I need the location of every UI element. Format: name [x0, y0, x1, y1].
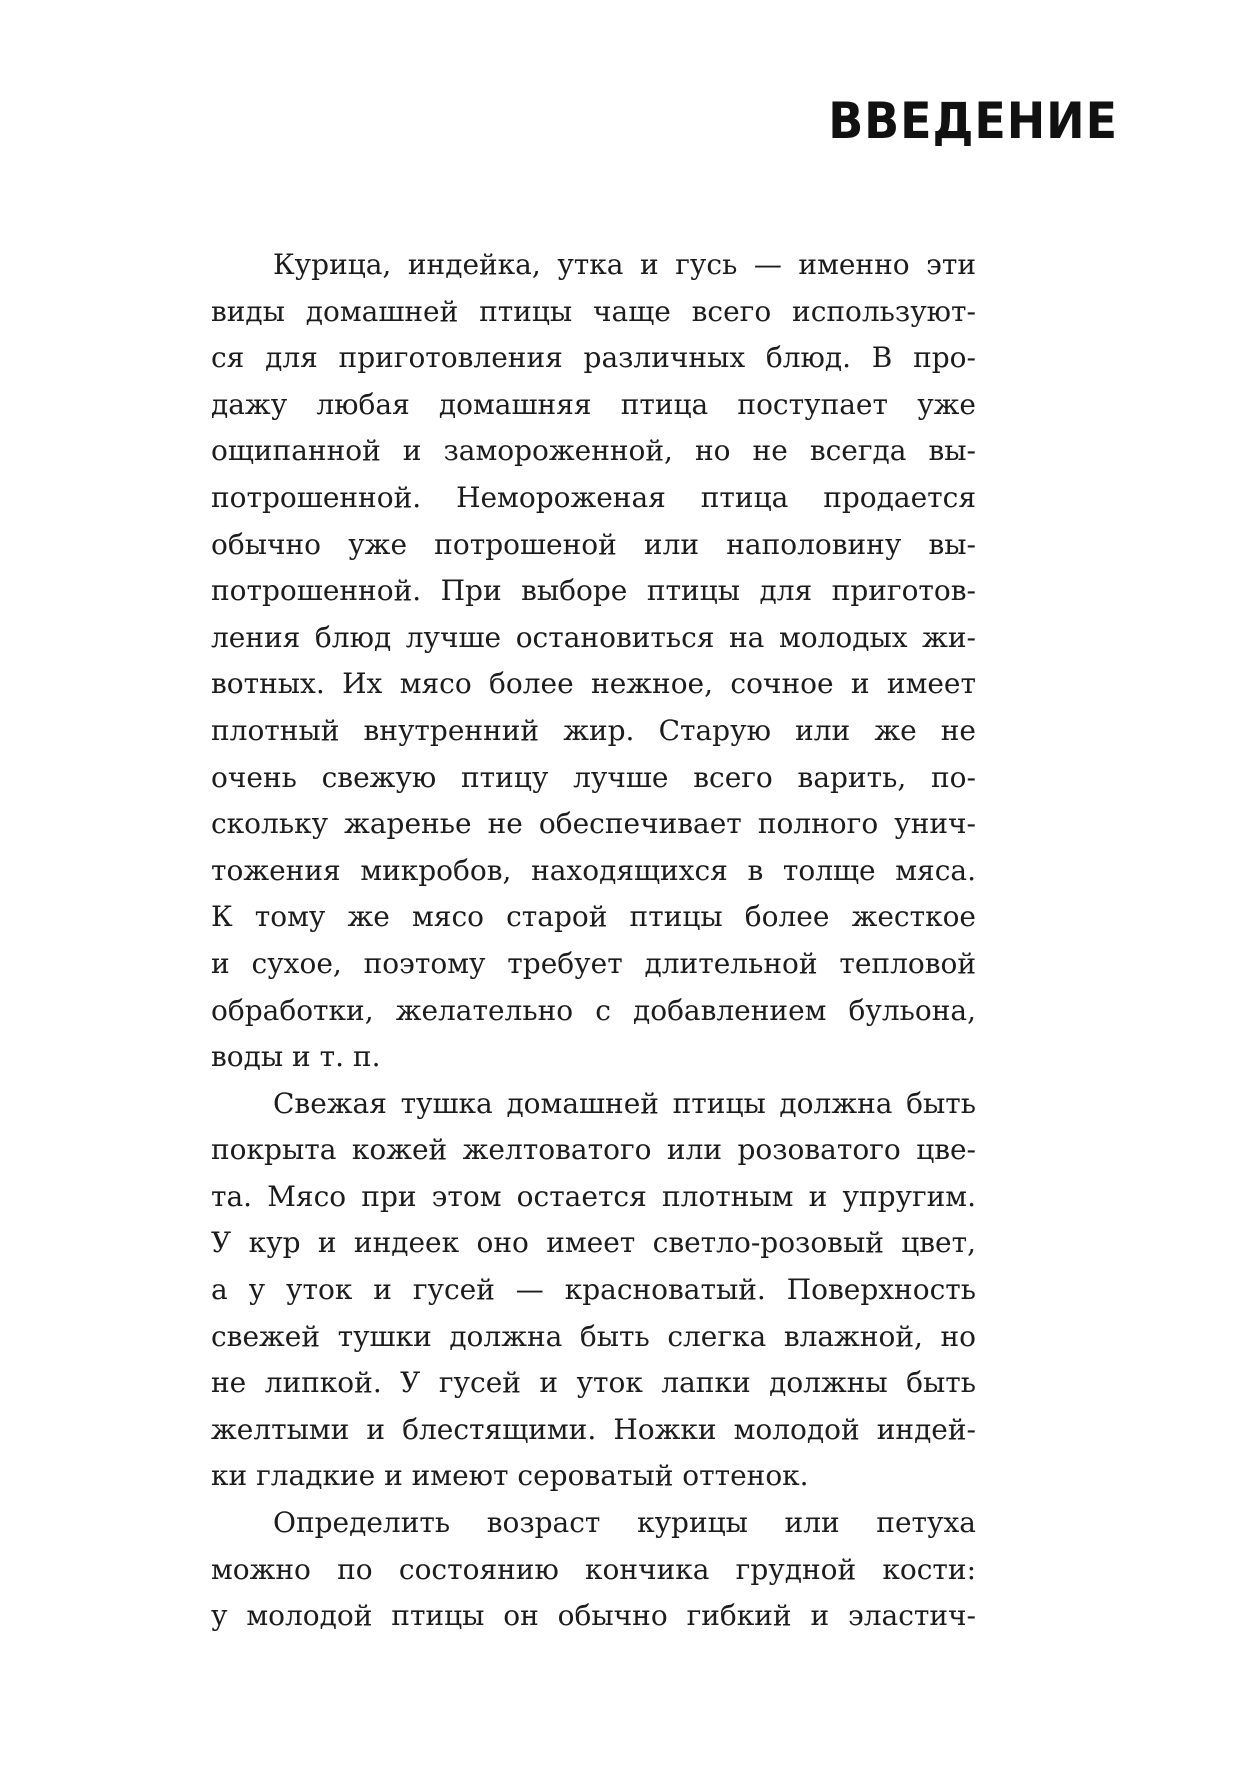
text-line: и сухое, поэтому требует длительной тепловой: [211, 946, 976, 980]
text-line: ки гладкие и имеют сероватый оттенок.: [211, 1459, 809, 1493]
text-line: ления блюд лучше остановиться на молодых жи-: [211, 620, 976, 654]
text-line: потрошенной. Немороженая птица продается: [211, 480, 976, 514]
text-line: дажу любая домашняя птица поступает уже: [211, 387, 976, 421]
text-line: ся для приготовления различных блюд. В про-: [211, 341, 976, 375]
text-line: обычно уже потрошеной или наполовину вы-: [211, 527, 976, 561]
text-line: виды домашней птицы чаще всего используют-: [211, 294, 976, 328]
text-line: тожения микробов, находящихся в толще мяса.: [211, 853, 976, 887]
paragraph: [211, 1500, 976, 1640]
text-line: обработки, желательно с добавлением бульона,: [211, 993, 976, 1027]
text-line: Свежая тушка домашней птицы должна быть: [273, 1086, 976, 1120]
text-line: а у уток и гусей — красноватый. Поверхность: [211, 1273, 976, 1307]
text-line: потрошенной. При выборе птицы для приготов-: [211, 574, 976, 608]
paragraph: [211, 1081, 976, 1500]
text-line: вотных. Их мясо более нежное, сочное и имеет: [211, 667, 976, 701]
text-line: ощипанной и замороженной, но не всегда вы-: [211, 434, 976, 468]
text-line: можно по состоянию кончика грудной кости:: [211, 1552, 976, 1586]
text-line: та. Мясо при этом остается плотным и упругим.: [211, 1179, 976, 1213]
text-line: у молодой птицы он обычно гибкий и эластич-: [211, 1599, 976, 1633]
text-line: очень свежую птицу лучше всего варить, по-: [211, 760, 976, 794]
text-line: скольку жаренье не обеспечивает полного унич-: [211, 807, 976, 841]
text-line: не липкой. У гусей и уток лапки должны быть: [211, 1366, 976, 1400]
text-line: воды и т. п.: [211, 1040, 381, 1074]
text-line: покрыта кожей желтоватого или розоватого цве-: [211, 1133, 976, 1167]
text-line: Определить возраст курицы или петуха: [273, 1506, 976, 1540]
text-line: плотный внутренний жир. Старую или же не: [211, 713, 976, 747]
body-text: [211, 242, 976, 1640]
text-line: свежей тушки должна быть слегка влажной, но: [211, 1319, 976, 1353]
text-line: Курица, индейка, утка и гусь — именно эти: [273, 248, 976, 281]
paragraph: [211, 242, 976, 1081]
text-line: желтыми и блестящими. Ножки молодой индей-: [211, 1412, 976, 1446]
text-line: К тому же мясо старой птицы более жесткое: [211, 900, 976, 934]
chapter-title: ВВЕДЕНИЕ: [828, 92, 1118, 150]
text-line: У кур и индеек оно имеет светло-розовый цвет,: [211, 1226, 976, 1260]
